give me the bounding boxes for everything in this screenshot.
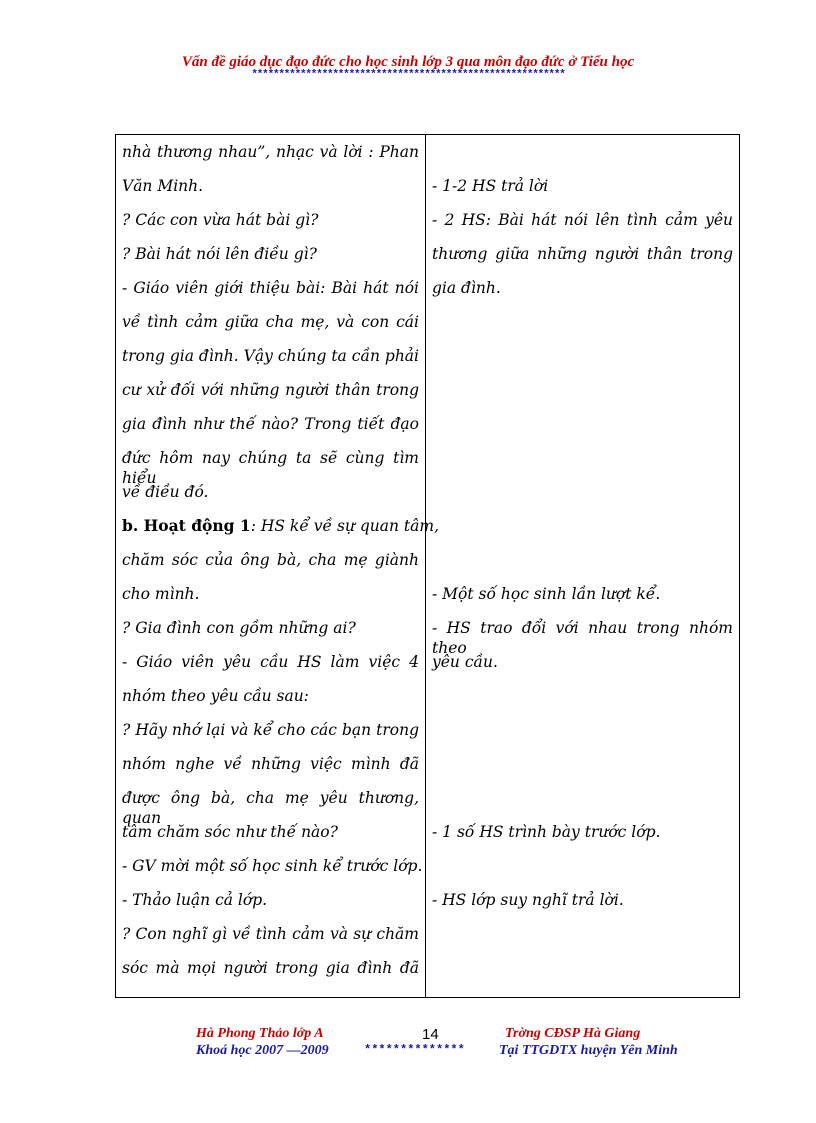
left-line: Văn Minh. (122, 177, 204, 195)
activity-colon: : (250, 517, 256, 535)
footer-star-divider: ************** (364, 1043, 465, 1057)
lesson-table (115, 134, 740, 998)
left-line: cho mình. (122, 585, 200, 603)
footer-location: Tại TTGDTX huyện Yên Minh (499, 1043, 678, 1058)
right-line: - HS lớp suy nghĩ trả lời. (432, 891, 624, 909)
footer-school: Trờng CĐSP Hà Giang (505, 1026, 641, 1041)
header-title: Vấn đề giáo dục đạo đức cho học sinh lớp 3 qua môn đạo đức ở Tiểu học (181, 54, 635, 70)
left-line: chăm sóc của ông bà, cha mẹ giành (122, 551, 419, 569)
right-line: gia đình. (432, 279, 501, 297)
left-line: - Giáo viên yêu cầu HS làm việc 4 (122, 653, 419, 671)
left-line: gia đình như thế nào? Trong tiết đạo (122, 415, 419, 433)
right-line: - Một số học sinh lần lượt kể. (432, 585, 661, 603)
left-line: nhóm theo yêu cầu sau: (122, 687, 309, 705)
footer-course: Khoá học 2007 —2009 (196, 1043, 329, 1058)
left-line: ? Hãy nhớ lại và kể cho các bạn trong (122, 721, 419, 739)
left-line: sóc mà mọi người trong gia đình đã (122, 959, 419, 977)
left-line: ? Gia đình con gồm những ai? (122, 619, 356, 637)
left-line: - Giáo viên giới thiệu bài: Bài hát nói (122, 279, 419, 297)
left-line: trong gia đình. Vậy chúng ta cần phải (122, 347, 419, 365)
footer-author: Hà Phong Thảo lớp A (196, 1026, 324, 1041)
left-line: nhóm nghe về những việc mình đã (122, 755, 419, 773)
student-activities-cell (426, 135, 740, 998)
right-line: - HS trao đổi với nhau trong nhóm theo (432, 619, 733, 657)
left-line: về tình cảm giữa cha mẹ, và con cái (122, 313, 419, 331)
activity-heading (122, 516, 440, 536)
right-line: thương giữa những người thân trong (432, 245, 733, 263)
left-line: ? Các con vừa hát bài gì? (122, 211, 319, 229)
header-star-divider: ********************************************************** (251, 69, 565, 81)
left-line: nhà thương nhau”, nhạc và lời : Phan (122, 143, 419, 161)
table-row (116, 135, 740, 998)
page-number: 14 (422, 1026, 439, 1043)
right-line: - 2 HS: Bài hát nói lên tình cảm yêu (432, 211, 733, 229)
activity-label: b. Hoạt động 1 (122, 516, 251, 535)
left-line: đức hôm nay chúng ta sẽ cùng tìm hiểu (122, 449, 419, 487)
left-line: cư xử đối với những người thân trong (122, 381, 419, 399)
left-line: về điều đó. (122, 483, 209, 501)
right-line: - 1-2 HS trả lời (432, 177, 549, 195)
left-line: ? Con nghĩ gì về tình cảm và sự chăm (122, 925, 419, 943)
right-line: - 1 số HS trình bày trước lớp. (432, 823, 661, 841)
left-line: - Thảo luận cả lớp. (122, 891, 268, 909)
left-line: được ông bà, cha mẹ yêu thương, quan (122, 789, 419, 827)
left-line: - GV mời một số học sinh kể trước lớp. (122, 857, 423, 875)
left-line: HS kể về sự quan tâm, (260, 517, 440, 535)
left-line: ? Bài hát nói lên điều gì? (122, 245, 317, 263)
teacher-activities-cell (116, 135, 440, 998)
right-line: yêu cầu. (432, 653, 498, 671)
left-line: tâm chăm sóc như thế nào? (122, 823, 338, 841)
